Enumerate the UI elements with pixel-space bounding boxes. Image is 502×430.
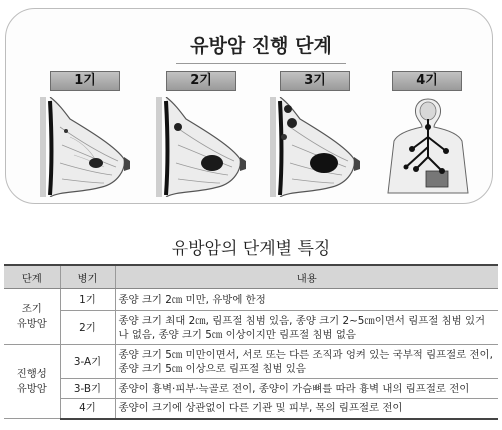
- content-cell: 종양 크기 5㎝ 미만이면서, 서로 또는 다른 조직과 엉켜 있는 국부적 림프절로 전이, 종양 크기 5㎝ 이상으로 림프절 침범 있음: [115, 345, 498, 379]
- header-stage: 병기: [60, 265, 115, 289]
- content-cell: 종양이 흉벽·피부·늑골로 전이, 종양이 가슴뼈를 따라 흉벽 내의 림프절로 전이: [115, 379, 498, 399]
- group-label-line: 유방암: [16, 317, 47, 330]
- stage-cell: 4기: [60, 399, 115, 419]
- stages-diagram-panel: [5, 8, 493, 204]
- table-row: [4, 311, 498, 345]
- breast-cross-section-stage-2-image: [156, 97, 248, 197]
- stage-cell: 2기: [60, 311, 115, 345]
- group-cell-advanced: [4, 345, 60, 419]
- stage-cell: 3-B기: [60, 379, 115, 399]
- stage-2-label: 2기: [166, 71, 236, 91]
- breast-cross-section-stage-1-image: [40, 97, 132, 197]
- content-cell: 종양 크기 2㎝ 미만, 유방에 한정: [115, 289, 498, 311]
- table-row: [4, 399, 498, 419]
- table-title: 유방암의 단계별 특징: [171, 239, 331, 259]
- stage-4-label: 4기: [392, 71, 462, 91]
- group-label-line: 유방암: [16, 382, 47, 395]
- stage-3-label: 3기: [280, 71, 350, 91]
- body-metastasis-stage-4-image: [382, 97, 474, 197]
- stage-characteristics-table: [4, 264, 498, 420]
- table-row: [4, 289, 498, 311]
- stage-4-figure: [382, 71, 474, 199]
- table-header-row: [4, 265, 498, 289]
- content-cell: 종양 크기 최대 2㎝, 림프절 침범 있음, 종양 크기 2~5㎝이면서 림프절 침범 있거나 없음, 종양 크기 5㎝ 이상이지만 림프절 침범 없음: [115, 311, 498, 345]
- stage-cell: 1기: [60, 289, 115, 311]
- diagram-title: 유방암 진행 단계: [176, 29, 346, 64]
- table-row: [4, 379, 498, 399]
- group-cell-early: [4, 289, 60, 345]
- breast-cross-section-stage-3-image: [270, 97, 362, 197]
- table-row: [4, 345, 498, 379]
- stage-1-figure: [40, 71, 132, 199]
- group-label-line: 조기: [21, 302, 42, 315]
- stage-2-figure: [156, 71, 248, 199]
- group-label-line: 진행성: [16, 367, 47, 380]
- content-cell: 종양이 크기에 상관없이 다른 기관 및 피부, 목의 림프절로 전이: [115, 399, 498, 419]
- header-content: 내용: [115, 265, 498, 289]
- stage-1-label: 1기: [50, 71, 120, 91]
- header-group: 단계: [4, 265, 60, 289]
- stage-3-figure: [270, 71, 362, 199]
- stage-cell: 3-A기: [60, 345, 115, 379]
